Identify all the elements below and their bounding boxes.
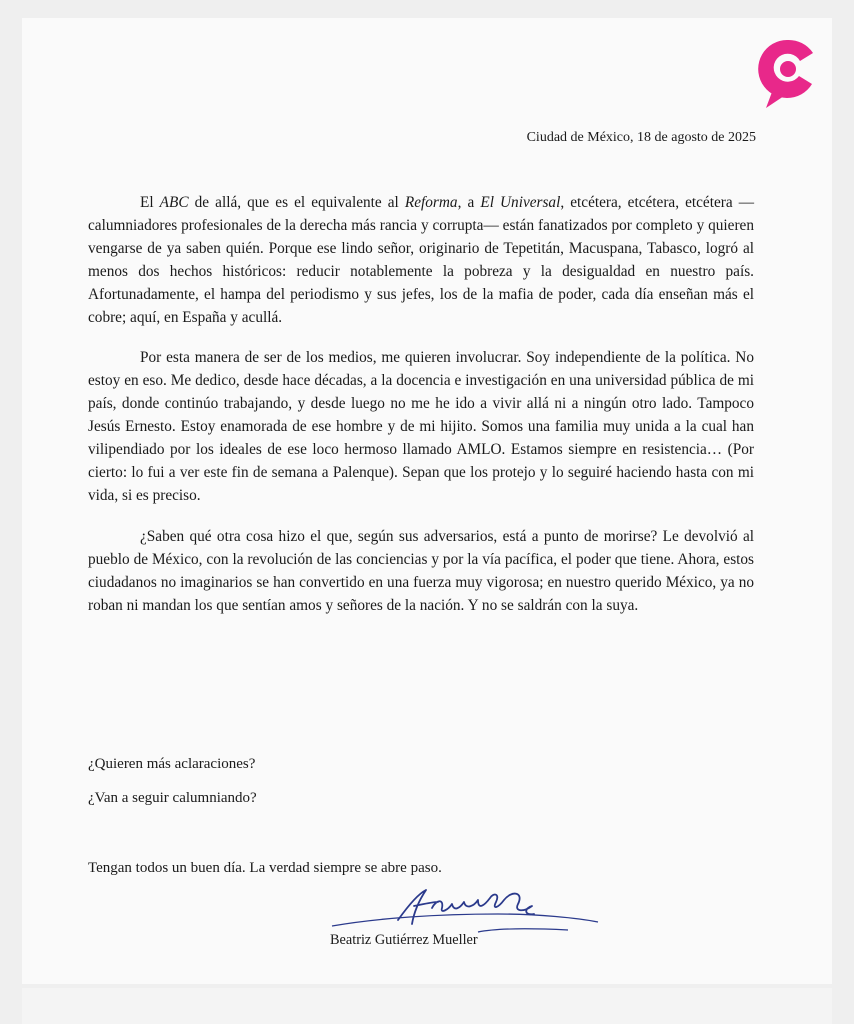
- publisher-logo-icon: [752, 34, 822, 112]
- letter-body: [88, 192, 754, 635]
- signer-name: Beatriz Gutiérrez Mueller: [330, 932, 478, 948]
- paragraph-2: Por esta manera de ser de los medios, me quieren involucrar. Soy independiente de la política. No estoy en eso. Me dedico, desde hace décadas, a la docencia e investigación en una universidad pública de mi país, donde continúo trabajando, y desde luego no me he ido a vivir allá ni a ningún otro lado. Tampoco Jesús Ernesto. Estoy enamorada de ese hombre y de mi hijito. Somos una familia muy unida a la cual han vilipendiado por los ideales de ese loco hermoso llamado AMLO. Estamos siempre en resistencia… (Por cierto: lo fui a ver este fin de semana a Palenque). Sepan que los protejo y lo seguiré haciendo hasta con mi vida, si es preciso.: [88, 349, 754, 504]
- question-slander: ¿Van a seguir calumniando?: [88, 790, 257, 806]
- question-clarifications: ¿Quieren más aclaraciones?: [88, 756, 256, 772]
- letter-date: Ciudad de México, 18 de agosto de 2025: [526, 130, 756, 145]
- paragraph-1: El ABC de allá, que es el equivalente al Reforma, a El Universal, etcétera, etcétera, etcétera —calumniadores profesionales de la derecha más rancia y corrupta— están fanatizados por completo y quieren vengarse de ya saben quién. Porque ese lindo señor, originario de Tepetitán, Macuspana, Tabasco, logró al menos dos hechos históricos: reducir notablemente la pobreza y la desigualdad en nuestro país. Afortunadamente, el hampa del periodismo y sus jefes, los de la mafia de poder, cada día enseñan más el cobre; aquí, en España y acullá.: [88, 194, 755, 326]
- paragraph-3: ¿Saben qué otra cosa hizo el que, según sus adversarios, está a punto de morirse? Le devolvió al pueblo de México, con la revolución de las conciencias y por la vía pacífica, el poder que tiene. Ahora, estos ciudadanos no imaginarios se han convertido en una fuerza muy vigorosa; en nuestro querido México, ya no roban ni mandan los que sentían amos y señores de la nación. Y no se saldrán con la suya.: [88, 527, 754, 614]
- closing-line: Tengan todos un buen día. La verdad siempre se abre paso.: [88, 860, 442, 876]
- page-bottom-strip: [22, 988, 832, 1024]
